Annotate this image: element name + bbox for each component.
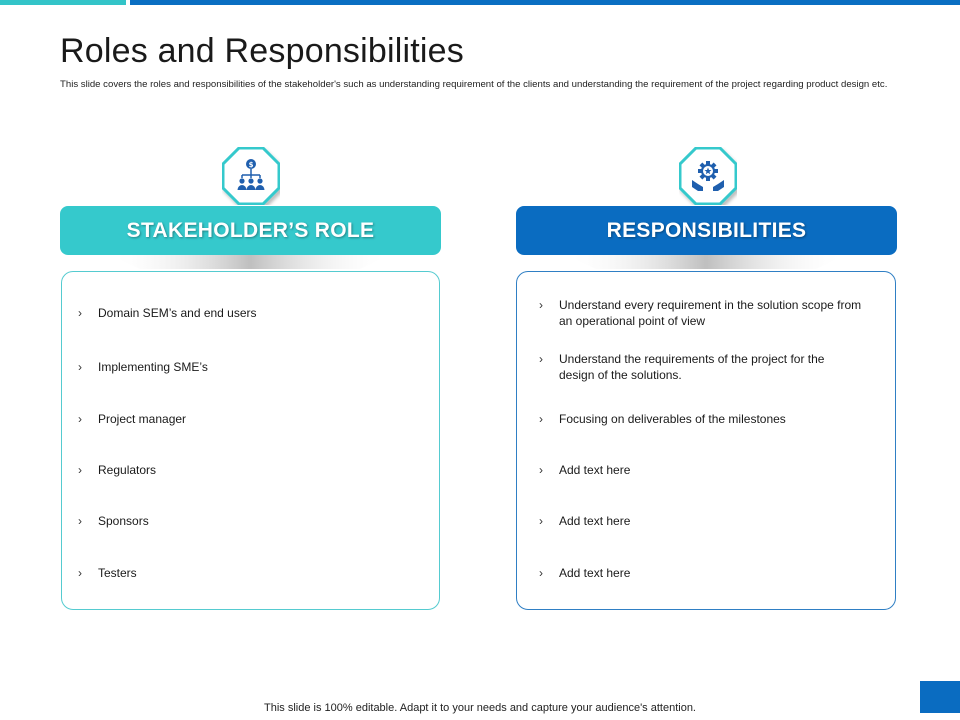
list-item: Add text here <box>559 566 631 580</box>
bullet-chevron: › <box>78 360 82 374</box>
stakeholder-role-header: STAKEHOLDER’S ROLE <box>60 206 441 255</box>
bullet-chevron: › <box>539 566 543 580</box>
list-item: Focusing on deliverables of the milestones <box>559 412 786 426</box>
slide-title: Roles and Responsibilities <box>60 32 464 70</box>
list-item: Implementing SME’s <box>98 360 208 374</box>
hands-gear-icon <box>679 147 737 205</box>
list-item: Regulators <box>98 463 157 477</box>
list-item: Testers <box>98 566 137 580</box>
corner-accent-block <box>920 681 960 713</box>
svg-text:$: $ <box>248 161 254 169</box>
bullet-chevron: › <box>78 306 82 320</box>
left-header-shadow <box>60 255 441 269</box>
bullet-chevron: › <box>539 514 543 528</box>
top-accent-bar-blue <box>130 0 960 5</box>
bullet-chevron: › <box>78 463 82 477</box>
list-item: Project manager <box>98 412 187 426</box>
bullet-chevron: › <box>539 352 543 366</box>
bullet-chevron: › <box>78 412 82 426</box>
slide-subtitle: This slide covers the roles and responsibilities of the stakeholder's such as understanding requirement of the clients and understanding the requirement of the project regarding product design etc. <box>60 79 888 90</box>
bullet-chevron: › <box>78 566 82 580</box>
bullet-chevron: › <box>78 514 82 528</box>
stakeholder-role-panel <box>61 271 440 610</box>
bullet-chevron: › <box>539 463 543 477</box>
list-item: Add text here <box>559 463 631 477</box>
list-item: Add text here <box>559 514 631 528</box>
list-item: Domain SEM’s and end users <box>98 306 257 320</box>
footer-text: This slide is 100% editable. Adapt it to your needs and capture your audience's attention. <box>264 702 696 714</box>
bullet-chevron: › <box>539 298 543 312</box>
list-item: Sponsors <box>98 514 149 528</box>
responsibilities-header: RESPONSIBILITIES <box>516 206 897 255</box>
list-item: Understand every requirement in the solution scope from an operational point of view <box>559 298 862 328</box>
right-header-shadow <box>516 255 897 269</box>
footer-note <box>0 702 960 714</box>
list-item: Understand the requirements of the project for the design of the solutions. <box>559 352 825 382</box>
stakeholder-hierarchy-icon <box>222 147 280 205</box>
top-accent-bar-teal <box>0 0 126 5</box>
bullet-chevron: › <box>539 412 543 426</box>
